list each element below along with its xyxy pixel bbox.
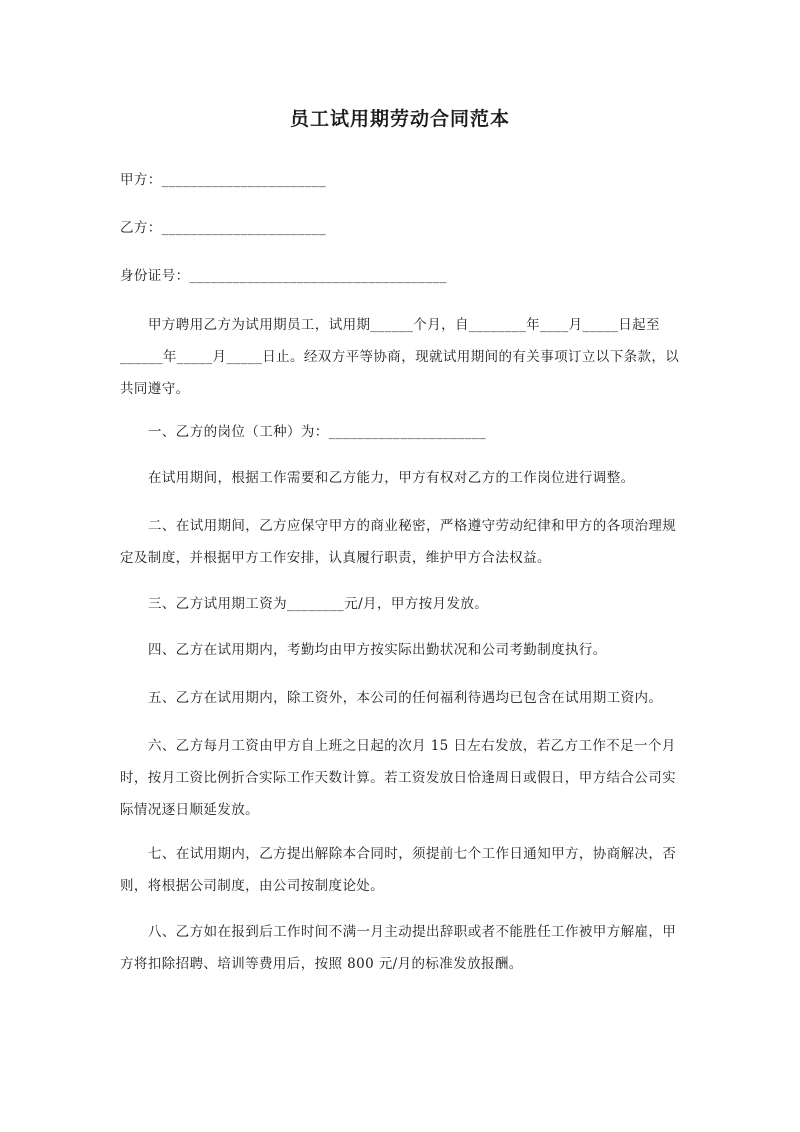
clause-7: 七、在试用期内，乙方提出解除本合同时，须提前七个工作日通知甲方，协商解决，否则，将根据公司制度，由公司按制度论处。 (120, 846, 677, 894)
intro-paragraph: 甲方聘用乙方为试用期员工，试用期______个月，自________年____月_____日起至______年_____月_____日止。经双方平等协商，现就试用期间的有关事项订立以下条款，以共同遵守。 (120, 317, 680, 397)
clause-8: 八、乙方如在报到后工作时间不满一月主动提出辞职或者不能胜任工作被甲方解雇，甲方将扣除招聘、培训等费用后，按照 800 元/月的标准发放报酬。 (120, 924, 677, 972)
clause-1-note: 在试用期间，根据工作需要和乙方能力，甲方有权对乙方的工作岗位进行调整。 (148, 470, 635, 486)
clause-1: 一、乙方的岗位（工种）为：______________________ (148, 424, 486, 440)
id-number-line: 身份证号：____________________________________ (120, 268, 447, 284)
clause-2: 二、在试用期间，乙方应保守甲方的商业秘密，严格遵守劳动纪律和甲方的各项治理规定及制度，并根据甲方工作安排，认真履行职责，维护甲方合法权益。 (120, 518, 677, 566)
clause-3: 三、乙方试用期工资为________元/月，甲方按月发放。 (148, 596, 489, 612)
party-a-line: 甲方：_______________________ (120, 172, 327, 188)
page-title: 员工试用期劳动合同范本 (289, 108, 510, 130)
party-b-line: 乙方：_______________________ (120, 220, 327, 236)
clause-6: 六、乙方每月工资由甲方自上班之日起的次月 15 日左右发放，若乙方工作不足一个月时，按月工资比例折合实际工作天数计算。若工资发放日恰逢周日或假日，甲方结合公司实际情况逐日顺延发放。 (120, 738, 676, 818)
clause-4: 四、乙方在试用期内，考勤均由甲方按实际出勤状况和公司考勤制度执行。 (148, 642, 607, 658)
clause-5: 五、乙方在试用期内，除工资外，本公司的任何福利待遇均已包含在试用期工资内。 (148, 690, 663, 706)
